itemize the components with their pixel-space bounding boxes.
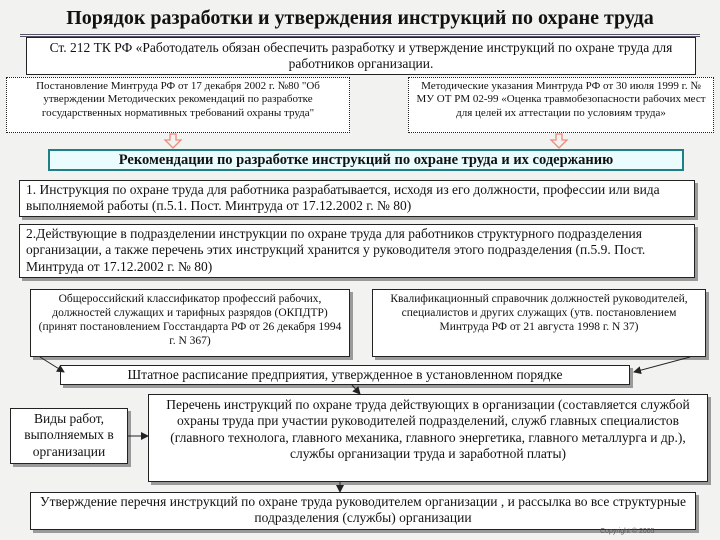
staff-schedule-box: Штатное расписание предприятия, утвержденное в установленном порядке — [60, 365, 630, 385]
point-2: 2.Действующие в подразделении инструкции по охране труда для работников структурного подразделения организации, а также перечень этих инструкций хранится у руководителя этого подразделения (п.5.9. Пост. Минтруда от 17.12.2002 г. № 80) — [19, 224, 695, 278]
law-quote: Ст. 212 ТК РФ «Работодатель обязан обеспечить разработку и утверждение инструкций по охране труда для работников организации. — [26, 37, 696, 75]
recommendations-header: Рекомендации по разработке инструкций по охране труда и их содержанию — [48, 149, 684, 171]
point-1: 1. Инструкция по охране труда для работника разрабатывается, исходя из его должности, профессии или вида выполняемой работы (п.5.1. Пост. Минтруда от 17.12.2002 г. № 80) — [19, 180, 695, 217]
work-types-box: Виды работ, выполняемых в организации — [10, 408, 128, 464]
arrow-classifier-to-schedule — [40, 357, 64, 372]
source-right: Методические указания Минтруда РФ от 30 июля 1999 г. № МУ ОТ РМ 02-99 «Оценка травмобезопасности рабочих мест для целей их аттестации по условиям труда» — [408, 77, 714, 133]
down-arrow-left — [165, 134, 181, 148]
handbook-box: Квалификационный справочник должностей руководителей, специалистов и других служащих (утв. постановлением Минтруда РФ от 21 августа 1998 г. N 37) — [372, 289, 706, 357]
page-title: Порядок разработки и утверждения инструкций по охране труда — [20, 4, 700, 37]
source-left: Постановление Минтруда РФ от 17 декабря 2002 г. №80 "Об утверждении Методических рекомендаций по разработке государственных нормативных требований охраны труда" — [6, 77, 350, 133]
arrow-handbook-to-schedule — [634, 357, 690, 372]
arrow-schedule-to-list — [352, 385, 360, 394]
approval-box: Утверждение перечня инструкций по охране труда руководителем организации , и рассылка во все структурные подразделения (службы) организации — [30, 492, 696, 530]
down-arrow-right — [551, 134, 567, 148]
classifier-box: Общероссийский классификатор профессий рабочих, должностей служащих и тарифных разрядов (ОКПДТР) (принят постановлением Госстандарта РФ от 26 декабря 1994 г. N 367) — [30, 289, 350, 357]
copyright-note: Copyright © 2005 — [600, 528, 655, 535]
instructions-list-box: Перечень инструкций по охране труда действующих в организации (составляется службой охраны труда при участии руководителей подразделений, служб главных специалистов (главного технолога, главного механика, главного энергетика, главного металлурга и др.), службы организации труда и заработной платы) — [148, 394, 708, 482]
